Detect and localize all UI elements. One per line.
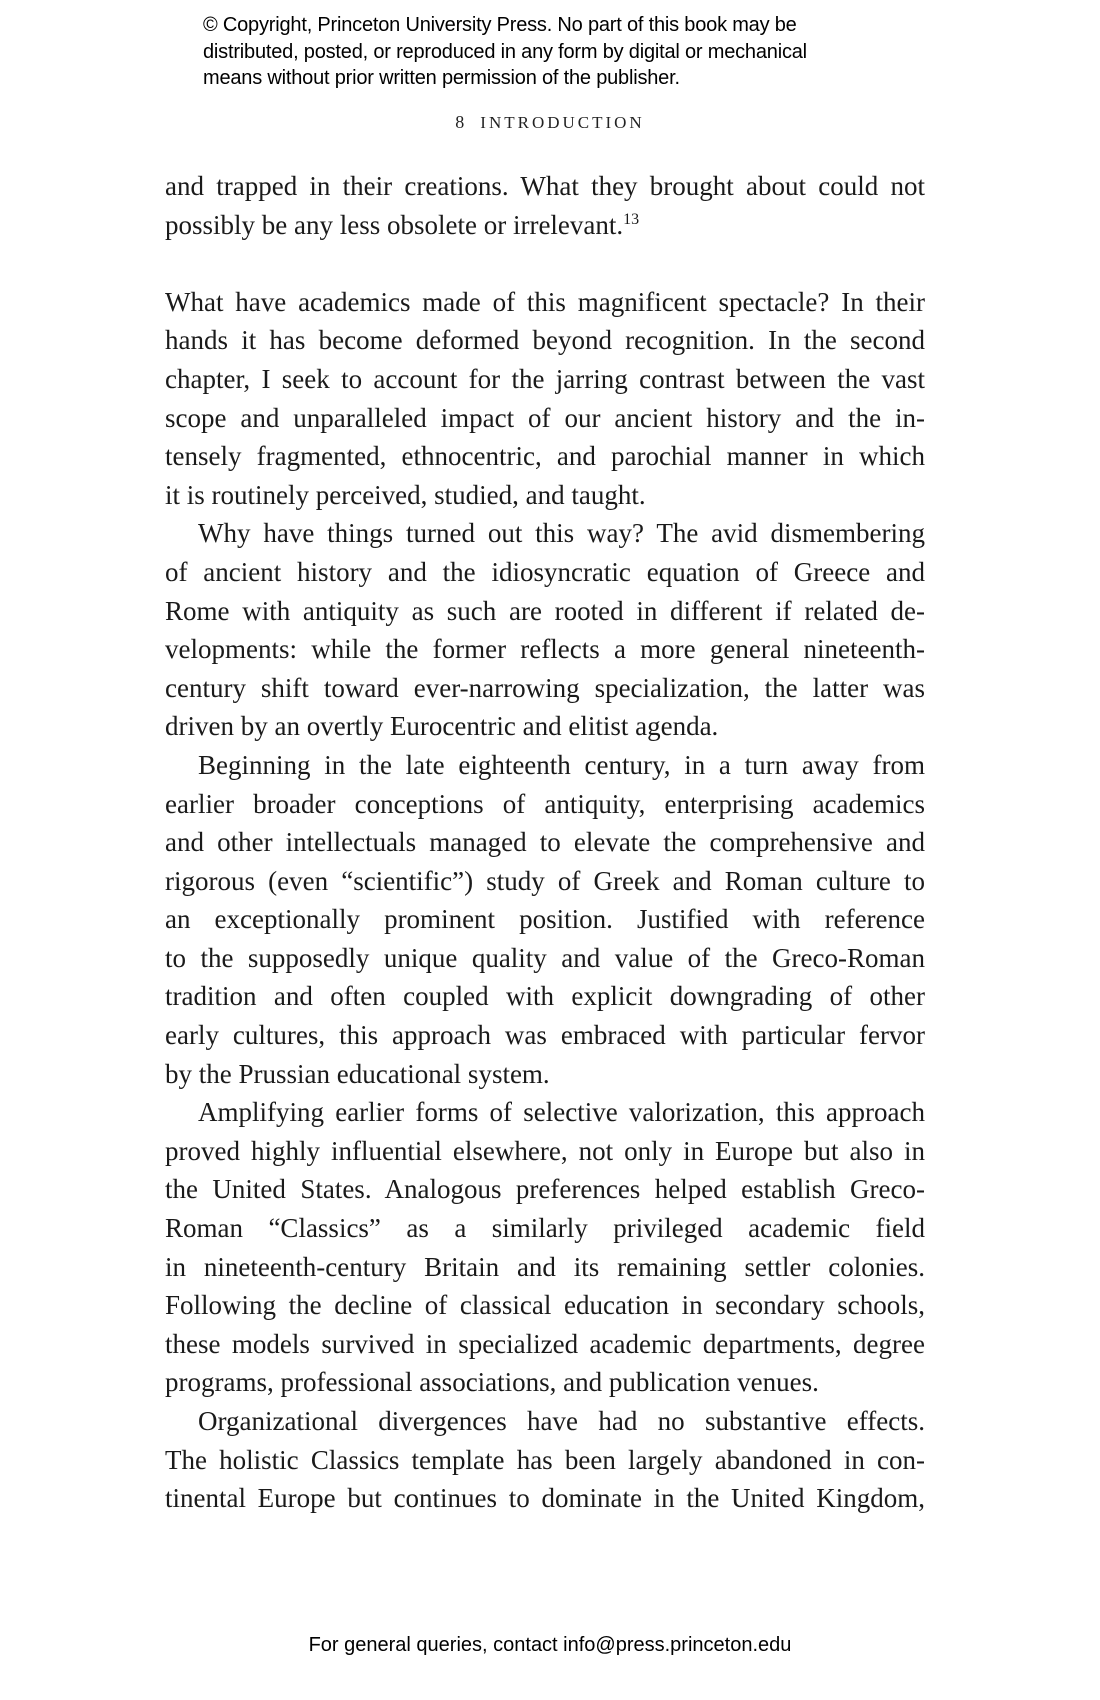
copyright-line: © Copyright, Princeton University Press. No part of this book may be	[203, 14, 797, 36]
text-line: tinental Europe but continues to dominate in the United Kingdom,	[165, 1483, 925, 1514]
paragraph	[165, 746, 925, 1093]
text-line: Organizational divergences have had no substantive effects.	[198, 1406, 925, 1436]
text-line: the United States. Analogous preferences helped establish Greco-	[165, 1174, 925, 1205]
paragraph	[165, 1093, 925, 1402]
text-line: programs, professional associations, and publication venues.	[165, 1367, 819, 1398]
text-line: Following the decline of classical education in secondary schools,	[165, 1290, 925, 1321]
text-line: an exceptionally prominent position. Justified with reference	[165, 904, 925, 935]
text-line: tradition and often coupled with explicit downgrading of other	[165, 981, 925, 1012]
footnote-reference[interactable]: 13	[623, 210, 640, 228]
paragraph	[165, 514, 925, 746]
text-line: earlier broader conceptions of antiquity, enterprising academics	[165, 788, 925, 819]
section-break	[165, 244, 925, 283]
text-line	[165, 206, 925, 245]
text-line: hands it has become deformed beyond recognition. In the second	[165, 325, 925, 356]
text-line: these models survived in specialized academic departments, degree	[165, 1328, 925, 1359]
text-line: Rome with antiquity as such are rooted in different if related de-	[165, 595, 925, 626]
text-line: velopments: while the former reflects a more general nineteenth-	[165, 634, 925, 665]
section-title: INTRODUCTION	[480, 113, 645, 132]
text-line: scope and unparalleled impact of our ancient history and the in-	[165, 402, 925, 433]
text-line: and trapped in their creations. What they brought about could not	[165, 171, 925, 201]
text-line: of ancient history and the idiosyncratic equation of Greece and	[165, 556, 925, 587]
footer-contact: For general queries, contact info@press.princeton.edu	[308, 1634, 792, 1656]
text-line: early cultures, this approach was embraced with particular fervor	[165, 1020, 925, 1051]
paragraph	[165, 167, 925, 244]
text-line: rigorous (even “scientific”) study of Greek and Roman culture to	[165, 865, 925, 896]
text-line: to the supposedly unique quality and value of the Greco-Roman	[165, 942, 925, 973]
text-line: it is routinely perceived, studied, and taught.	[165, 479, 646, 510]
text-line: Why have things turned out this way? The avid dismembering	[198, 518, 925, 549]
text-line: century shift toward ever-narrowing specialization, the latter was	[165, 672, 925, 703]
text-line: and other intellectuals managed to elevate the comprehensive and	[165, 827, 925, 858]
text-line: tensely fragmented, ethnocentric, and parochial manner in which	[165, 441, 925, 472]
text-line: Roman “Classics” as a similarly privileged academic field	[165, 1213, 925, 1244]
text-line: What have academics made of this magnificent spectacle? In their	[165, 286, 925, 317]
text-line: chapter, I seek to account for the jarring contrast between the vast	[165, 363, 925, 394]
text-line: The holistic Classics template has been largely abandoned in con-	[165, 1444, 925, 1475]
text-line-content: possibly be any less obsolete or irrelevant.	[165, 209, 624, 240]
copyright-line: distributed, posted, or reproduced in any form by digital or mechanical	[203, 40, 807, 63]
paragraph	[165, 1402, 925, 1518]
text-line: Amplifying earlier forms of selective valorization, this approach	[198, 1097, 925, 1128]
running-head	[0, 112, 1100, 133]
text-line: by the Prussian educational system.	[165, 1058, 550, 1089]
body-text	[165, 167, 925, 1518]
text-line: in nineteenth-century Britain and its remaining settler colonies.	[165, 1251, 925, 1282]
copyright-notice	[203, 12, 923, 92]
copyright-line: means without prior written permission of the publisher.	[203, 67, 680, 89]
text-line: proved highly influential elsewhere, not only in Europe but also in	[165, 1135, 925, 1166]
paragraph	[165, 283, 925, 515]
text-line: Beginning in the late eighteenth century, in a turn away from	[198, 749, 925, 780]
page-number: 8	[455, 112, 465, 132]
text-line: driven by an overtly Eurocentric and elitist agenda.	[165, 711, 719, 742]
